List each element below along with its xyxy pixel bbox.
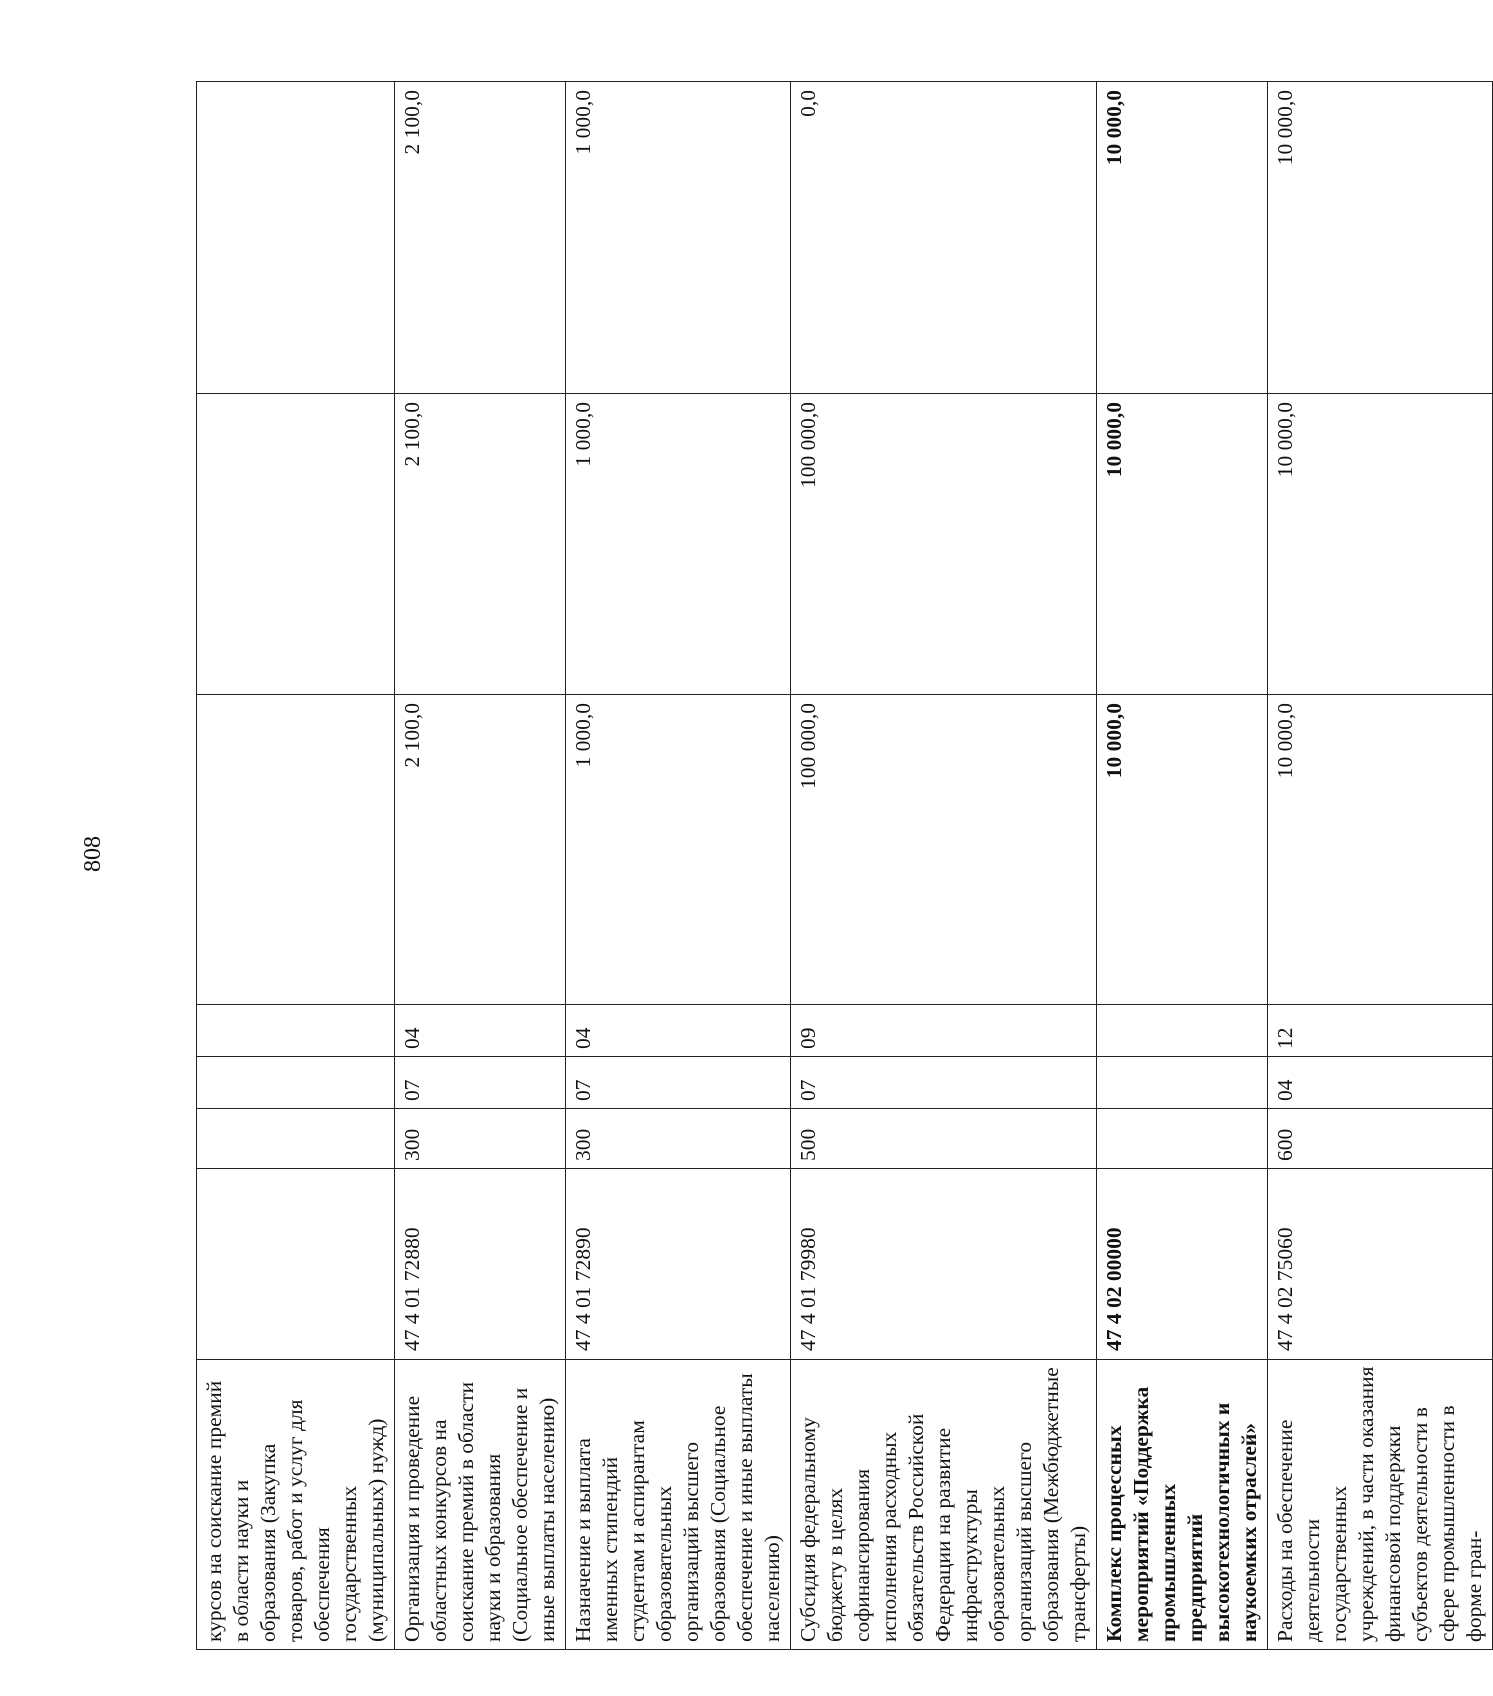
amount-year3-cell: 10 000,0 xyxy=(1268,82,1493,394)
amount-year3-cell: 10 000,0 xyxy=(1097,82,1268,394)
table-row xyxy=(1268,82,1493,1650)
subsection-cell: 04 xyxy=(395,1005,566,1057)
rotated-page-content xyxy=(196,82,1493,1650)
budget-table xyxy=(196,81,1493,1650)
target-code-cell: 47 4 02 00000 xyxy=(1097,1169,1268,1360)
amount-year2-cell: 1 000,0 xyxy=(566,394,791,695)
table-row xyxy=(566,82,791,1650)
page-number: 808 xyxy=(80,836,106,872)
target-code-cell xyxy=(197,1169,395,1360)
amount-year2-cell: 10 000,0 xyxy=(1097,394,1268,695)
expense-type-cell: 600 xyxy=(1268,1109,1493,1169)
amount-year3-cell: 1 000,0 xyxy=(566,82,791,394)
amount-year1-cell: 10 000,0 xyxy=(1268,695,1493,1005)
expense-type-cell: 500 xyxy=(791,1109,1097,1169)
expense-type-cell: 300 xyxy=(395,1109,566,1169)
subsection-cell: 12 xyxy=(1268,1005,1493,1057)
target-code-cell: 47 4 01 79980 xyxy=(791,1169,1097,1360)
amount-year3-cell: 0,0 xyxy=(791,82,1097,394)
expense-type-cell xyxy=(1097,1109,1268,1169)
table-row xyxy=(197,82,395,1650)
expense-type-cell: 300 xyxy=(566,1109,791,1169)
amount-year2-cell: 2 100,0 xyxy=(395,394,566,695)
target-code-cell: 47 4 02 75060 xyxy=(1268,1169,1493,1360)
section-cell: 07 xyxy=(395,1057,566,1109)
section-cell: 04 xyxy=(1268,1057,1493,1109)
row-name-cell: Комплекс процессных мероприятий «Поддержка промышленных предприятий высокотехнологичных и наукоемких отраслей» xyxy=(1097,1360,1268,1650)
row-name-cell: Расходы на обеспечение деятельности государственных учреждений, в части оказания финансовой поддержки субъектов деятельности в сфере промышленности в форме гран- xyxy=(1268,1360,1493,1650)
section-cell: 07 xyxy=(566,1057,791,1109)
section-cell xyxy=(197,1057,395,1109)
amount-year1-cell: 100 000,0 xyxy=(791,695,1097,1005)
expense-type-cell xyxy=(197,1109,395,1169)
amount-year3-cell: 2 100,0 xyxy=(395,82,566,394)
amount-year2-cell: 100 000,0 xyxy=(791,394,1097,695)
target-code-cell: 47 4 01 72890 xyxy=(566,1169,791,1360)
subsection-cell xyxy=(1097,1005,1268,1057)
amount-year2-cell: 10 000,0 xyxy=(1268,394,1493,695)
subsection-cell: 09 xyxy=(791,1005,1097,1057)
target-code-cell: 47 4 01 72880 xyxy=(395,1169,566,1360)
section-cell: 07 xyxy=(791,1057,1097,1109)
row-name-cell: Субсидия федеральному бюджету в целях софинансирования исполнения расходных обязательств Российской Федерации на развитие инфраструктуры образовательных организаций высшего образования (Межбюджетные трансферты) xyxy=(791,1360,1097,1650)
table-row xyxy=(791,82,1097,1650)
amount-year3-cell xyxy=(197,82,395,394)
amount-year1-cell xyxy=(197,695,395,1005)
amount-year2-cell xyxy=(197,394,395,695)
row-name-cell: Организация и проведение областных конкурсов на соискание премий в области науки и образования (Социальное обеспечение и иные выплаты населению) xyxy=(395,1360,566,1650)
amount-year1-cell: 1 000,0 xyxy=(566,695,791,1005)
subsection-cell xyxy=(197,1005,395,1057)
subsection-cell: 04 xyxy=(566,1005,791,1057)
row-name-cell: курсов на соискание премий в области науки и образования (Закупка товаров, работ и услуг для обеспечения государственных (муниципальных) нужд) xyxy=(197,1360,395,1650)
table-row xyxy=(395,82,566,1650)
amount-year1-cell: 10 000,0 xyxy=(1097,695,1268,1005)
amount-year1-cell: 2 100,0 xyxy=(395,695,566,1005)
table-row-section-total xyxy=(1097,82,1268,1650)
section-cell xyxy=(1097,1057,1268,1109)
row-name-cell: Назначение и выплата именных стипендий студентам и аспирантам образовательных организаций высшего образования (Социальное обеспечение и иные выплаты населению) xyxy=(566,1360,791,1650)
